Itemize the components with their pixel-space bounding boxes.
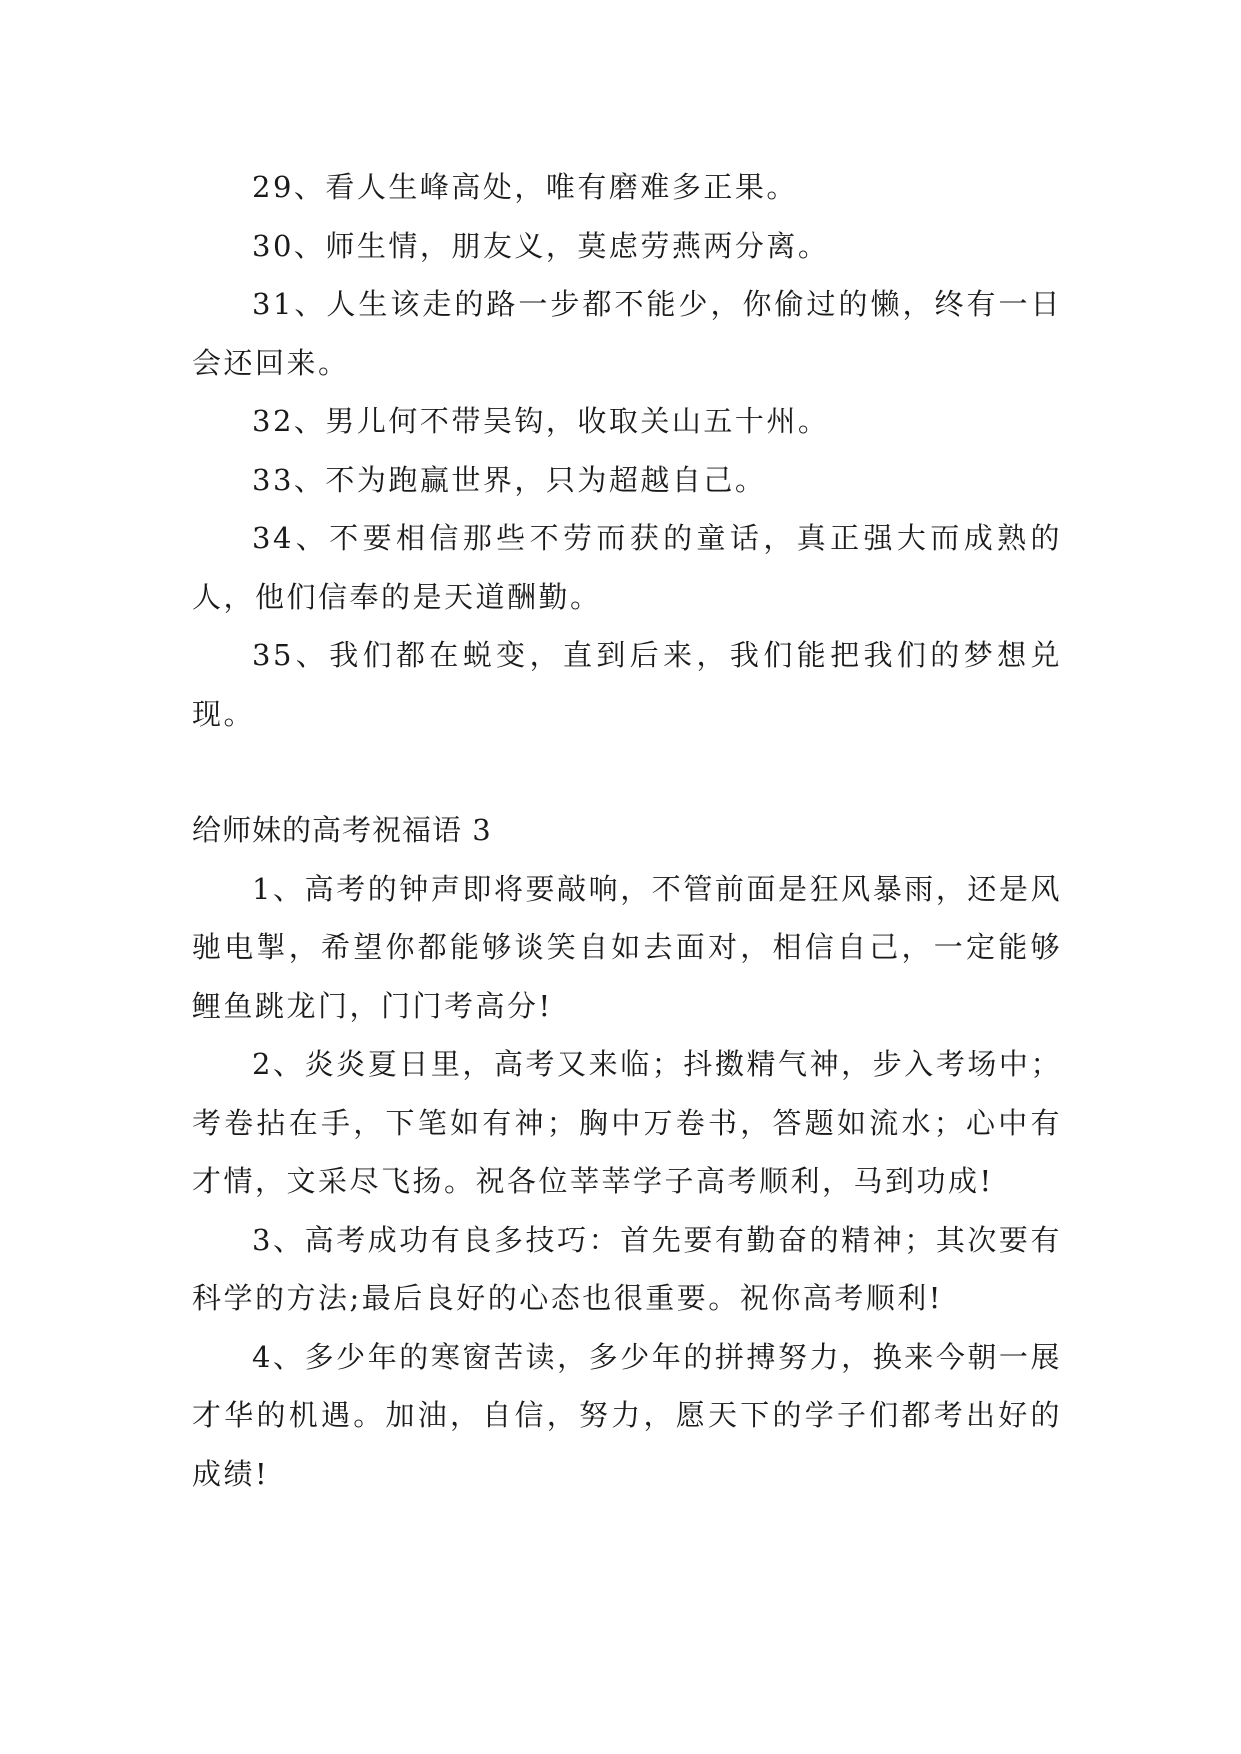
list-item-31: 31、人生该走的路一步都不能少，你偷过的懒，终有一日会还回来。 — [192, 287, 1062, 380]
list-item-4: 4、多少年的寒窗苦读，多少年的拼搏努力，换来今朝一展才华的机遇。加油，自信，努力，愿天下的学子们都考出好的成绩! — [192, 1339, 1062, 1491]
list-item-34: 34、不要相信那些不劳而获的童话，真正强大而成熟的人，他们信奉的是天道酬勤。 — [192, 521, 1062, 614]
section-heading: 给师妹的高考祝福语 3 — [192, 813, 492, 847]
list-item-35: 35、我们都在蜕变，直到后来，我们能把我们的梦想兑现。 — [192, 638, 1062, 731]
list-item-32: 32、男儿何不带吴钩，收取关山五十州。 — [252, 404, 830, 438]
list-item-29: 29、看人生峰高处，唯有磨难多正果。 — [252, 170, 798, 204]
document-body — [192, 158, 1062, 1503]
list-item-30: 30、师生情，朋友义，莫虑劳燕两分离。 — [252, 228, 830, 263]
list-item-3: 3、高考成功有良多技巧：首先要有勤奋的精神；其次要有科学的方法;最后良好的心态也很重要。祝你高考顺利! — [192, 1222, 1062, 1315]
section-spacer — [192, 743, 1062, 801]
list-item-1: 1、高考的钟声即将要敲响，不管前面是狂风暴雨，还是风驰电掣，希望你都能够谈笑自如去面对，相信自己，一定能够鲤鱼跳龙门，门门考高分! — [192, 871, 1062, 1023]
list-item-33: 33、不为跑赢世界，只为超越自己。 — [252, 462, 767, 497]
list-item-2: 2、炎炎夏日里，高考又来临；抖擞精气神，步入考场中；考卷拈在手，下笔如有神；胸中万卷书，答题如流水；心中有才情，文采尽飞扬。祝各位莘莘学子高考顺利，马到功成! — [192, 1047, 1062, 1198]
